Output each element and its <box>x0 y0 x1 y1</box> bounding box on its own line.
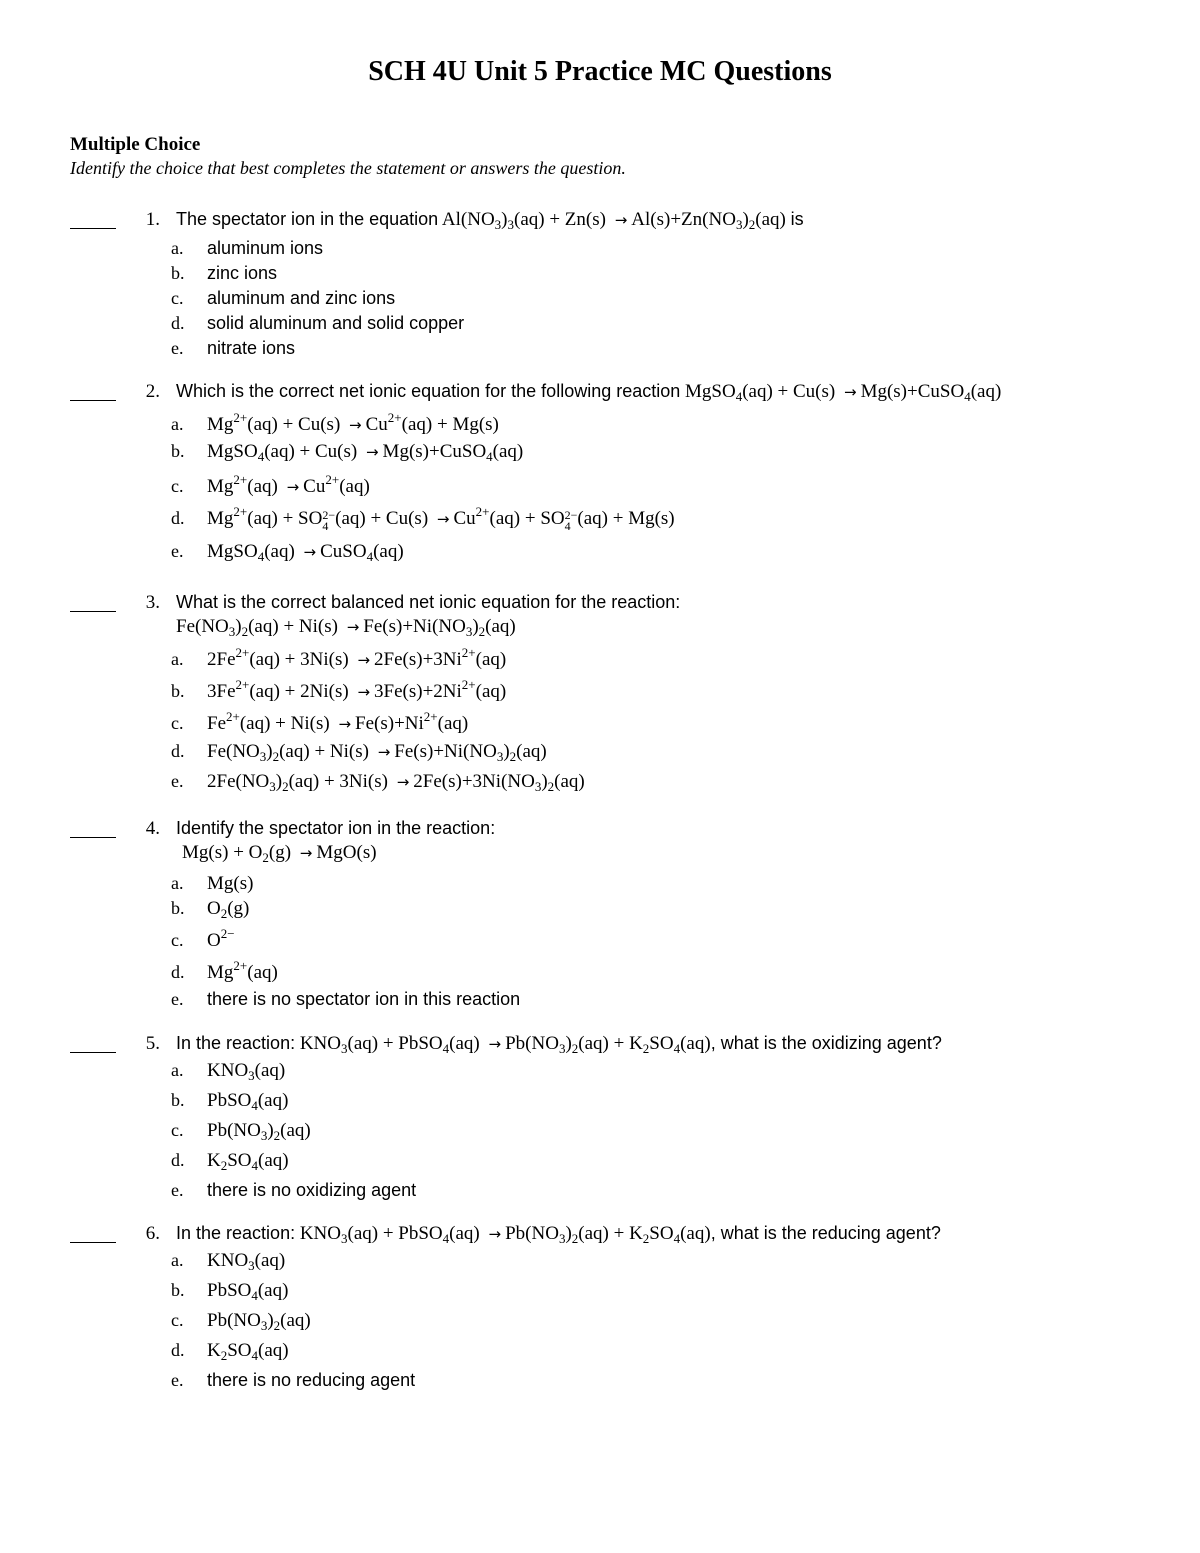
option-e[interactable]: e. nitrate ions <box>171 338 296 358</box>
option-b[interactable]: b. $O_2(g)$ <box>171 898 250 921</box>
stem-text: Which is the correct net ionic equation for the following reaction <box>176 381 681 401</box>
stem-text: In the reaction: <box>176 1033 296 1053</box>
option-a[interactable]: a. $Mg^{2+}(aq) + Cu(s) \to Cu^{2+}(aq) + Mg(s)$ <box>171 410 499 435</box>
question-stem <box>176 1223 941 1245</box>
question-stem <box>176 1033 942 1055</box>
question-number: 1. <box>145 209 160 230</box>
question-number: 4. <box>145 818 160 839</box>
option-e[interactable]: e. there is no reducing agent <box>171 1370 416 1390</box>
equation: $Mg(s) + O_2(g) \to MgO(s)$ <box>182 842 377 865</box>
option-d[interactable]: d. $Mg^{2+}(aq)$ + SO 2− 4 $(aq) + Cu(s) \to Cu^{2+}(aq)$ + SO 2− 4 (aq) + Mg(s) <box>171 504 675 533</box>
option-c[interactable]: c. $Pb(NO_3)_2(aq)$ <box>171 1310 311 1333</box>
question-number: 2. <box>145 381 160 402</box>
question-stem <box>176 381 1001 403</box>
option-c[interactable]: c. $Pb(NO_3)_2(aq)$ <box>171 1120 311 1143</box>
option-b[interactable]: b. PbSO$_4$(aq) <box>171 1280 289 1303</box>
stem-text: What is the correct balanced net ionic equation for the reaction: <box>176 592 681 612</box>
option-b[interactable]: b. zinc ions <box>171 263 278 283</box>
option-a[interactable]: a. $2Fe^{2+}(aq) + 3Ni(s) \to 2Fe(s)+3Ni^{2+}(aq)$ <box>171 645 507 670</box>
option-e[interactable]: e. $2Fe(NO_3)_2(aq) + 3Ni(s) \to 2Fe(s)+3Ni(NO_3)_2(aq)$ <box>171 771 585 794</box>
option-d[interactable]: d. solid aluminum and solid copper <box>171 313 465 333</box>
option-c[interactable]: c. $O^{2-}$ <box>171 926 235 951</box>
equation: $KNO_3(aq)$ + PbSO$_4$(aq) → $Pb(NO_3)_2(aq) + K_2SO_4(aq)$ <box>299 1033 711 1056</box>
answer-blank[interactable] <box>70 1052 116 1053</box>
option-a[interactable]: a. $KNO_3(aq)$ <box>171 1060 286 1083</box>
equation: MgSO$_4$(aq) + Cu(s) → Mg(s)+CuSO$_4$(aq) <box>685 381 1002 404</box>
stem-suffix: , what is the oxidizing agent? <box>710 1033 942 1053</box>
question-number: 6. <box>145 1223 160 1244</box>
equation: $Fe(NO_3)_2(aq) + Ni(s) \to Fe(s)+Ni(NO_3)_2(aq)$ <box>176 616 516 639</box>
question-number: 5. <box>145 1033 160 1054</box>
option-d[interactable]: d. $K_2SO_4(aq)$ <box>171 1340 289 1363</box>
question-number: 3. <box>145 592 160 613</box>
option-e[interactable]: e. MgSO$_4$(aq) → CuSO$_4$(aq) <box>171 541 404 564</box>
page-title: SCH 4U Unit 5 Practice MC Questions <box>368 56 832 87</box>
option-e[interactable]: e. there is no spectator ion in this reaction <box>171 989 521 1009</box>
instructions: Identify the choice that best completes the statement or answers the question. <box>70 158 626 178</box>
stem-suffix: is <box>790 209 804 229</box>
answer-blank[interactable] <box>70 400 116 401</box>
stem-text: Identify the spectator ion in the reaction: <box>176 818 496 838</box>
answer-blank[interactable] <box>70 837 116 838</box>
option-a[interactable]: a. $KNO_3(aq)$ <box>171 1250 286 1273</box>
answer-blank[interactable] <box>70 611 116 612</box>
option-d[interactable]: d. $Mg^{2+}(aq)$ <box>171 958 278 983</box>
question-stem <box>176 818 495 840</box>
answer-blank[interactable] <box>70 228 116 229</box>
stem-text: In the reaction: <box>176 1223 296 1243</box>
option-c[interactable]: c. $Mg^{2+}(aq) \to Cu^{2+}(aq)$ <box>171 472 370 497</box>
option-a[interactable]: a. Mg(s) <box>171 873 254 894</box>
equation: $KNO_3(aq)$ + PbSO$_4$(aq) → $Pb(NO_3)_2(aq) + K_2SO_4(aq)$ <box>299 1223 711 1246</box>
question-stem <box>176 209 804 231</box>
option-b[interactable]: b. PbSO$_4$(aq) <box>171 1090 289 1113</box>
option-d[interactable]: d. $Fe(NO_3)_2(aq) + Ni(s) \to Fe(s)+Ni(NO_3)_2(aq)$ <box>171 741 547 764</box>
stem-text: The spectator ion in the equation <box>176 209 439 229</box>
option-e[interactable]: e. there is no oxidizing agent <box>171 1180 417 1200</box>
option-d[interactable]: d. $K_2SO_4(aq)$ <box>171 1150 289 1173</box>
option-b[interactable]: b. MgSO$_4$(aq) + Cu(s) → Mg(s)+CuSO$_4$(aq) <box>171 441 524 464</box>
option-c[interactable]: c. $Fe^{2+}(aq) + Ni(s) \to Fe(s)+Ni^{2+}(aq)$ <box>171 709 469 734</box>
option-c[interactable]: c. aluminum and zinc ions <box>171 288 396 308</box>
answer-blank[interactable] <box>70 1242 116 1243</box>
section-heading: Multiple Choice <box>70 134 201 155</box>
question-stem <box>176 592 680 614</box>
equation: $Al(NO_3)_3(aq) + Zn(s) \to Al(s)+Zn(NO_3)_2(aq)$ <box>441 209 786 232</box>
option-b[interactable]: b. $3Fe^{2+}(aq) + 2Ni(s) \to 3Fe(s)+2Ni^{2+}(aq)$ <box>171 677 507 702</box>
stem-suffix: , what is the reducing agent? <box>710 1223 941 1243</box>
option-a[interactable]: a. aluminum ions <box>171 238 324 258</box>
